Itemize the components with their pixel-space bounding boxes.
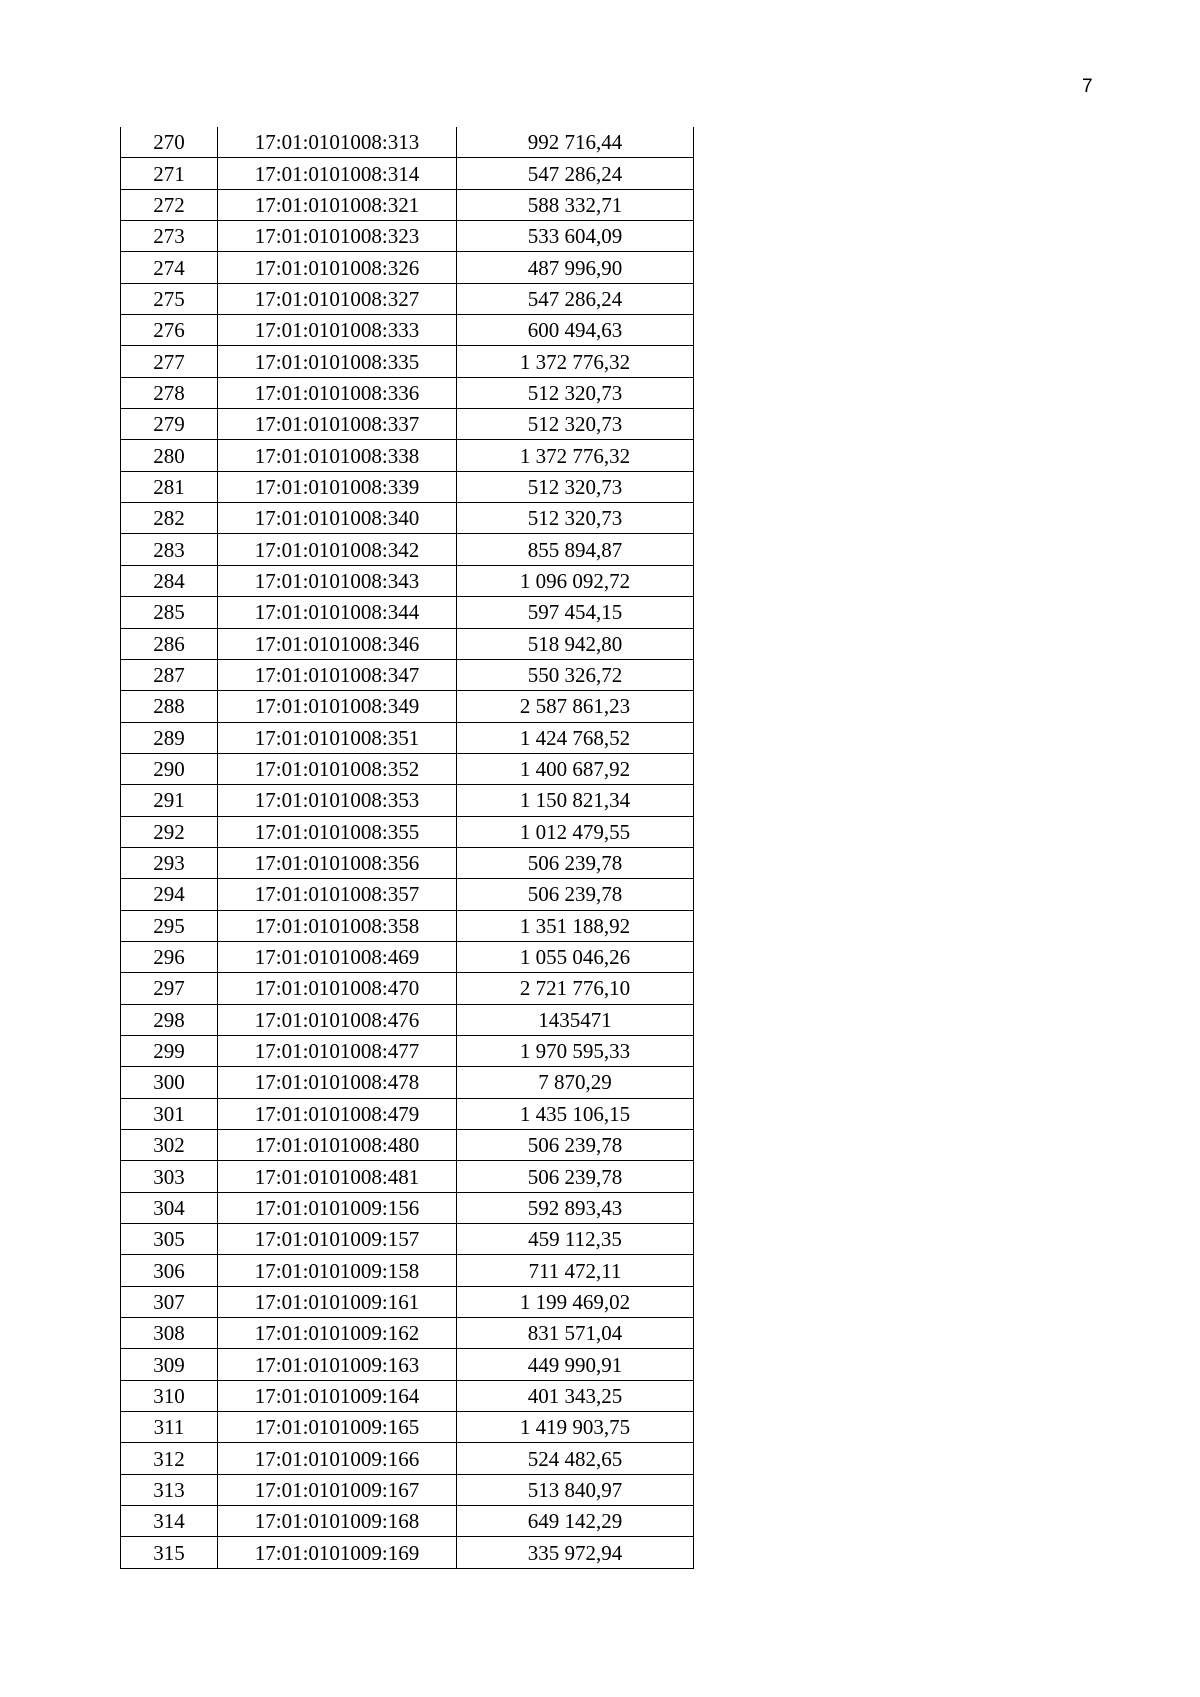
- table-row: [121, 1035, 694, 1066]
- row-number-cell: 297: [121, 973, 218, 1004]
- row-number-cell: 298: [121, 1004, 218, 1035]
- table-row: [121, 628, 694, 659]
- cadastral-value-cell: 512 320,73: [457, 377, 694, 408]
- cadastral-value-cell: 401 343,25: [457, 1380, 694, 1411]
- row-number-cell: 287: [121, 659, 218, 690]
- cadastral-number-cell: 17:01:0101008:351: [218, 722, 457, 753]
- cadastral-value-cell: 1 150 821,34: [457, 785, 694, 816]
- row-number-cell: 312: [121, 1443, 218, 1474]
- cadastral-value-cell: 487 996,90: [457, 252, 694, 283]
- table-row: [121, 471, 694, 502]
- table-row: [121, 283, 694, 314]
- cadastral-value-cell: 855 894,87: [457, 534, 694, 565]
- cadastral-number-cell: 17:01:0101009:163: [218, 1349, 457, 1380]
- cadastral-number-cell: 17:01:0101009:161: [218, 1286, 457, 1317]
- row-number-cell: 284: [121, 565, 218, 596]
- cadastral-number-cell: 17:01:0101009:169: [218, 1537, 457, 1568]
- row-number-cell: 304: [121, 1192, 218, 1223]
- cadastral-value-table: [120, 127, 694, 1569]
- table-row: [121, 847, 694, 878]
- row-number-cell: 272: [121, 189, 218, 220]
- cadastral-value-cell: 506 239,78: [457, 879, 694, 910]
- table-row: [121, 1380, 694, 1411]
- row-number-cell: 310: [121, 1380, 218, 1411]
- cadastral-number-cell: 17:01:0101008:349: [218, 691, 457, 722]
- row-number-cell: 313: [121, 1474, 218, 1505]
- cadastral-number-cell: 17:01:0101008:338: [218, 440, 457, 471]
- cadastral-number-cell: 17:01:0101008:470: [218, 973, 457, 1004]
- cadastral-number-cell: 17:01:0101009:166: [218, 1443, 457, 1474]
- table-row: [121, 753, 694, 784]
- cadastral-value-cell: 2 721 776,10: [457, 973, 694, 1004]
- row-number-cell: 279: [121, 409, 218, 440]
- cadastral-value-cell: 592 893,43: [457, 1192, 694, 1223]
- table-row: [121, 252, 694, 283]
- cadastral-number-cell: 17:01:0101008:356: [218, 847, 457, 878]
- row-number-cell: 274: [121, 252, 218, 283]
- row-number-cell: 301: [121, 1098, 218, 1129]
- cadastral-number-cell: 17:01:0101008:323: [218, 221, 457, 252]
- cadastral-value-cell: 524 482,65: [457, 1443, 694, 1474]
- cadastral-value-cell: 506 239,78: [457, 1161, 694, 1192]
- cadastral-value-cell: 506 239,78: [457, 1130, 694, 1161]
- row-number-cell: 306: [121, 1255, 218, 1286]
- table-row: [121, 127, 694, 158]
- row-number-cell: 270: [121, 127, 218, 158]
- table-row: [121, 1255, 694, 1286]
- cadastral-number-cell: 17:01:0101008:346: [218, 628, 457, 659]
- table-row: [121, 816, 694, 847]
- cadastral-number-cell: 17:01:0101008:479: [218, 1098, 457, 1129]
- row-number-cell: 283: [121, 534, 218, 565]
- cadastral-value-cell: 7 870,29: [457, 1067, 694, 1098]
- row-number-cell: 305: [121, 1224, 218, 1255]
- cadastral-value-cell: 550 326,72: [457, 659, 694, 690]
- cadastral-value-cell: 1 435 106,15: [457, 1098, 694, 1129]
- row-number-cell: 280: [121, 440, 218, 471]
- cadastral-value-cell: 513 840,97: [457, 1474, 694, 1505]
- cadastral-value-cell: 1 419 903,75: [457, 1412, 694, 1443]
- table-row: [121, 377, 694, 408]
- cadastral-value-cell: 649 142,29: [457, 1506, 694, 1537]
- table-row: [121, 1537, 694, 1568]
- row-number-cell: 288: [121, 691, 218, 722]
- cadastral-number-cell: 17:01:0101009:162: [218, 1318, 457, 1349]
- row-number-cell: 293: [121, 847, 218, 878]
- table-row: [121, 158, 694, 189]
- cadastral-number-cell: 17:01:0101008:326: [218, 252, 457, 283]
- cadastral-number-cell: 17:01:0101008:314: [218, 158, 457, 189]
- cadastral-number-cell: 17:01:0101008:476: [218, 1004, 457, 1035]
- table-row: [121, 440, 694, 471]
- row-number-cell: 273: [121, 221, 218, 252]
- table-row: [121, 941, 694, 972]
- table-row: [121, 1474, 694, 1505]
- row-number-cell: 295: [121, 910, 218, 941]
- row-number-cell: 311: [121, 1412, 218, 1443]
- row-number-cell: 315: [121, 1537, 218, 1568]
- cadastral-value-cell: 711 472,11: [457, 1255, 694, 1286]
- cadastral-value-cell: 449 990,91: [457, 1349, 694, 1380]
- cadastral-number-cell: 17:01:0101008:347: [218, 659, 457, 690]
- table-row: [121, 1506, 694, 1537]
- cadastral-value-cell: 1 400 687,92: [457, 753, 694, 784]
- cadastral-value-cell: 1 372 776,32: [457, 440, 694, 471]
- cadastral-number-cell: 17:01:0101008:335: [218, 346, 457, 377]
- cadastral-value-cell: 831 571,04: [457, 1318, 694, 1349]
- row-number-cell: 281: [121, 471, 218, 502]
- cadastral-value-cell: 533 604,09: [457, 221, 694, 252]
- table-row: [121, 409, 694, 440]
- table-row: [121, 1130, 694, 1161]
- cadastral-number-cell: 17:01:0101008:333: [218, 315, 457, 346]
- row-number-cell: 294: [121, 879, 218, 910]
- row-number-cell: 303: [121, 1161, 218, 1192]
- table-row: [121, 503, 694, 534]
- table-row: [121, 1067, 694, 1098]
- row-number-cell: 278: [121, 377, 218, 408]
- row-number-cell: 285: [121, 597, 218, 628]
- row-number-cell: 276: [121, 315, 218, 346]
- cadastral-number-cell: 17:01:0101008:340: [218, 503, 457, 534]
- table-row: [121, 1098, 694, 1129]
- table-row: [121, 597, 694, 628]
- cadastral-number-cell: 17:01:0101008:481: [218, 1161, 457, 1192]
- cadastral-value-cell: 506 239,78: [457, 847, 694, 878]
- cadastral-number-cell: 17:01:0101009:158: [218, 1255, 457, 1286]
- cadastral-value-cell: 512 320,73: [457, 409, 694, 440]
- table-row: [121, 346, 694, 377]
- cadastral-number-cell: 17:01:0101008:321: [218, 189, 457, 220]
- cadastral-number-cell: 17:01:0101008:352: [218, 753, 457, 784]
- cadastral-number-cell: 17:01:0101008:477: [218, 1035, 457, 1066]
- row-number-cell: 300: [121, 1067, 218, 1098]
- cadastral-value-cell: 518 942,80: [457, 628, 694, 659]
- table-row: [121, 691, 694, 722]
- cadastral-number-cell: 17:01:0101008:336: [218, 377, 457, 408]
- row-number-cell: 271: [121, 158, 218, 189]
- cadastral-value-cell: 1 096 092,72: [457, 565, 694, 596]
- cadastral-number-cell: 17:01:0101009:164: [218, 1380, 457, 1411]
- table-row: [121, 1318, 694, 1349]
- row-number-cell: 302: [121, 1130, 218, 1161]
- cadastral-value-cell: 1 012 479,55: [457, 816, 694, 847]
- row-number-cell: 299: [121, 1035, 218, 1066]
- cadastral-value-cell: 1435471: [457, 1004, 694, 1035]
- table-row: [121, 315, 694, 346]
- table-row: [121, 879, 694, 910]
- cadastral-value-cell: 1 199 469,02: [457, 1286, 694, 1317]
- cadastral-number-cell: 17:01:0101008:343: [218, 565, 457, 596]
- cadastral-number-cell: 17:01:0101008:358: [218, 910, 457, 941]
- table-row: [121, 1443, 694, 1474]
- cadastral-value-cell: 547 286,24: [457, 283, 694, 314]
- cadastral-number-cell: 17:01:0101008:342: [218, 534, 457, 565]
- row-number-cell: 308: [121, 1318, 218, 1349]
- row-number-cell: 307: [121, 1286, 218, 1317]
- table-row: [121, 1412, 694, 1443]
- cadastral-value-cell: 992 716,44: [457, 127, 694, 158]
- cadastral-number-cell: 17:01:0101009:156: [218, 1192, 457, 1223]
- row-number-cell: 282: [121, 503, 218, 534]
- cadastral-number-cell: 17:01:0101008:355: [218, 816, 457, 847]
- table-row: [121, 1286, 694, 1317]
- page-number: 7: [1082, 76, 1093, 97]
- row-number-cell: 291: [121, 785, 218, 816]
- cadastral-value-cell: 600 494,63: [457, 315, 694, 346]
- cadastral-number-cell: 17:01:0101008:339: [218, 471, 457, 502]
- row-number-cell: 309: [121, 1349, 218, 1380]
- cadastral-value-cell: 1 372 776,32: [457, 346, 694, 377]
- cadastral-value-cell: 1 055 046,26: [457, 941, 694, 972]
- cadastral-number-cell: 17:01:0101009:168: [218, 1506, 457, 1537]
- cadastral-value-cell: 1 970 595,33: [457, 1035, 694, 1066]
- cadastral-number-cell: 17:01:0101008:478: [218, 1067, 457, 1098]
- table-row: [121, 1349, 694, 1380]
- cadastral-value-cell: 512 320,73: [457, 503, 694, 534]
- table-row: [121, 534, 694, 565]
- cadastral-value-cell: 588 332,71: [457, 189, 694, 220]
- cadastral-number-cell: 17:01:0101008:469: [218, 941, 457, 972]
- row-number-cell: 292: [121, 816, 218, 847]
- cadastral-number-cell: 17:01:0101008:313: [218, 127, 457, 158]
- cadastral-number-cell: 17:01:0101008:480: [218, 1130, 457, 1161]
- table-body: [121, 127, 694, 1568]
- table-row: [121, 910, 694, 941]
- cadastral-number-cell: 17:01:0101008:337: [218, 409, 457, 440]
- cadastral-value-cell: 547 286,24: [457, 158, 694, 189]
- cadastral-value-cell: 2 587 861,23: [457, 691, 694, 722]
- table-row: [121, 189, 694, 220]
- cadastral-number-cell: 17:01:0101008:327: [218, 283, 457, 314]
- table-row: [121, 973, 694, 1004]
- row-number-cell: 314: [121, 1506, 218, 1537]
- row-number-cell: 289: [121, 722, 218, 753]
- row-number-cell: 275: [121, 283, 218, 314]
- cadastral-value-cell: 1 351 188,92: [457, 910, 694, 941]
- cadastral-value-cell: 512 320,73: [457, 471, 694, 502]
- table-row: [121, 1161, 694, 1192]
- cadastral-number-cell: 17:01:0101009:165: [218, 1412, 457, 1443]
- table-row: [121, 1004, 694, 1035]
- table-row: [121, 1224, 694, 1255]
- row-number-cell: 277: [121, 346, 218, 377]
- row-number-cell: 296: [121, 941, 218, 972]
- cadastral-number-cell: 17:01:0101008:344: [218, 597, 457, 628]
- cadastral-number-cell: 17:01:0101009:167: [218, 1474, 457, 1505]
- table-row: [121, 659, 694, 690]
- row-number-cell: 290: [121, 753, 218, 784]
- cadastral-value-cell: 1 424 768,52: [457, 722, 694, 753]
- cadastral-number-cell: 17:01:0101008:353: [218, 785, 457, 816]
- table-row: [121, 1192, 694, 1223]
- cadastral-value-cell: 459 112,35: [457, 1224, 694, 1255]
- cadastral-value-cell: 597 454,15: [457, 597, 694, 628]
- row-number-cell: 286: [121, 628, 218, 659]
- table-row: [121, 221, 694, 252]
- cadastral-value-cell: 335 972,94: [457, 1537, 694, 1568]
- table-row: [121, 722, 694, 753]
- table-row: [121, 785, 694, 816]
- table-row: [121, 565, 694, 596]
- cadastral-number-cell: 17:01:0101008:357: [218, 879, 457, 910]
- cadastral-number-cell: 17:01:0101009:157: [218, 1224, 457, 1255]
